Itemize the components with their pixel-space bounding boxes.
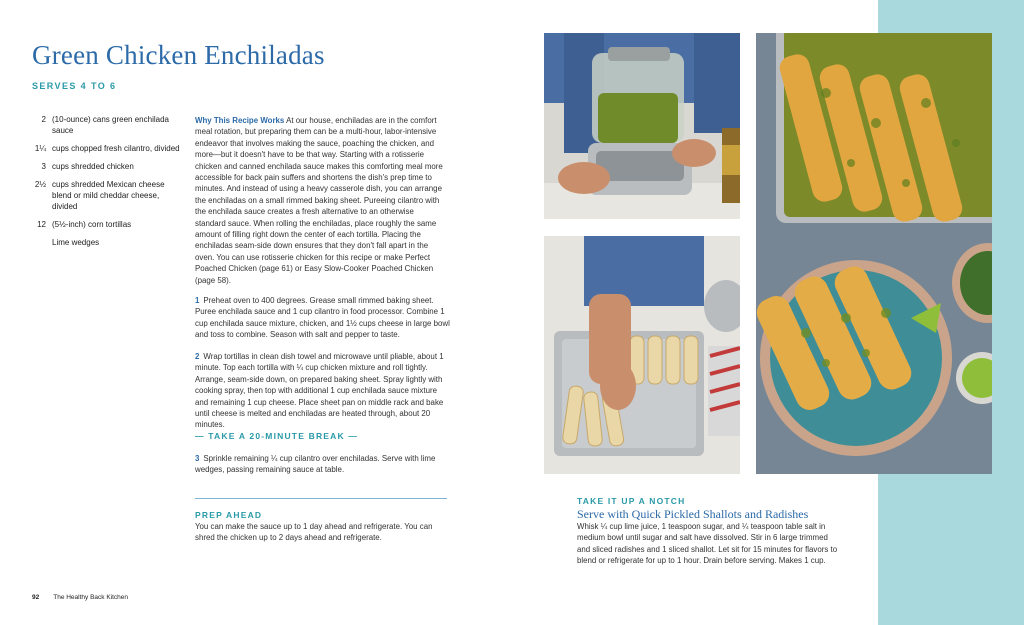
rolling-tortillas-photo — [544, 236, 740, 474]
ingredient-text: (5½-inch) corn tortillas — [52, 220, 132, 229]
step-3 — [195, 453, 450, 476]
ingredient-item — [32, 179, 182, 212]
why-lead: Why This Recipe Works — [195, 116, 285, 125]
notch-label: TAKE IT UP A NOTCH — [577, 496, 686, 506]
food-processor-photo — [544, 33, 740, 219]
serves-label: SERVES 4 TO 6 — [32, 81, 117, 91]
ingredient-qty: 1¼ — [34, 144, 46, 153]
ingredient-text: Lime wedges — [52, 238, 100, 247]
ingredient-text: cups shredded Mexican cheese blend or mild cheddar cheese, divided — [52, 180, 165, 211]
ingredient-item — [32, 143, 182, 154]
step-number: 1 — [195, 296, 200, 305]
ingredient-item — [32, 114, 182, 136]
step-number: 2 — [195, 352, 200, 361]
ingredient-text: cups shredded chicken — [52, 162, 134, 171]
prep-ahead-label: PREP AHEAD — [195, 510, 263, 520]
ingredient-qty: 3 — [41, 162, 46, 171]
prep-ahead-text: You can make the sauce up to 1 day ahead and refrigerate. You can shred the chicken up to 2 days ahead and refrigerate. — [195, 522, 433, 543]
ingredient-item — [32, 161, 182, 172]
ingredient-item — [32, 219, 182, 230]
ingredient-text: cups chopped fresh cilantro, divided — [52, 144, 180, 153]
ingredient-list — [32, 114, 182, 255]
ingredient-item — [32, 237, 182, 248]
step-text: Preheat oven to 400 degrees. Grease small rimmed baking sheet. Puree enchilada sauce and 1 cup cilantro in food processor. Combine 1 cup enchilada sauce mixture, chicken, and 1½ cups cheese in large bowl and toss to combine. Season with salt and pepper to taste. — [195, 296, 450, 340]
ingredient-qty: 2 — [41, 115, 46, 124]
step-text: Sprinkle remaining ¼ cup cilantro over enchiladas. Serve with lime wedges, passing remaining sauce at table. — [195, 454, 436, 475]
step-text: Wrap tortillas in clean dish towel and microwave until pliable, about 1 minute. Top each tortilla with ¼ cup chicken mixture and roll tightly. Arrange, seam-side down, on prepared baking sheet. Spray lightly with cooking spray, then top with additional 1 cup enchilada sauce mixture and remaining 1 cup cheese. Place sheet pan on middle rack and bake until cheese is melted and enchiladas are heated through, about 20 minutes. — [195, 352, 444, 430]
step-1 — [195, 295, 450, 341]
why-this-works — [195, 115, 445, 286]
book-title: The Healthy Back Kitchen — [53, 594, 129, 601]
recipe-title: Green Chicken Enchiladas — [32, 40, 325, 70]
step-number: 3 — [195, 454, 200, 463]
break-banner: — TAKE A 20-MINUTE BREAK — — [195, 431, 359, 441]
why-text: At our house, enchiladas are in the comfort meal rotation, but preparing them can be a multi-hour, labor-intensive endeavor that involves making the sauce, poaching the chicken, and more—but it doesn't have to be that way. Starting with a rotisserie chicken and canned enchilada sauce makes this comforting meal more accessible for back pain suffers and shortens the dish's prep time to minutes. And instead of using a heavy casserole dish, you can arrange the enchiladas on a small rimmed baking sheet. Pureeing cilantro with the enchilada sauce creates a fresh alternative to an otherwise standard sauce. When rolling the enchiladas, place roughly the same amount of filling right down the center of each tortilla. Placing the enchiladas seam-side down ensures that they don't fall apart in the oven. You can use rotisserie chicken for this recipe or make Perfect Poached Chicken (page 61) or Easy Slow-Cooker Poached Chicken (page 58). — [195, 116, 443, 285]
section-divider — [195, 498, 447, 499]
notch-text: Whisk ¼ cup lime juice, 1 teaspoon sugar, and ¼ teaspoon table salt in medium bowl until sugar and salt have dissolved. Stir in 6 large trimmed and sliced radishes and 1 sliced shallot. Let sit for 15 minutes for flavors to blend or refrigerate for up to 1 hour. Drain before serving. Makes 1 cup. — [577, 522, 838, 566]
page-footer — [32, 594, 128, 601]
page-number: 92 — [32, 594, 40, 601]
ingredient-text: (10-ounce) cans green enchilada sauce — [52, 115, 169, 135]
plated-enchiladas-photo — [756, 33, 992, 474]
step-2 — [195, 351, 450, 431]
notch-title: Serve with Quick Pickled Shallots and Radishes — [577, 507, 809, 521]
ingredient-qty: 12 — [37, 220, 46, 229]
ingredient-qty: 2½ — [34, 180, 46, 189]
